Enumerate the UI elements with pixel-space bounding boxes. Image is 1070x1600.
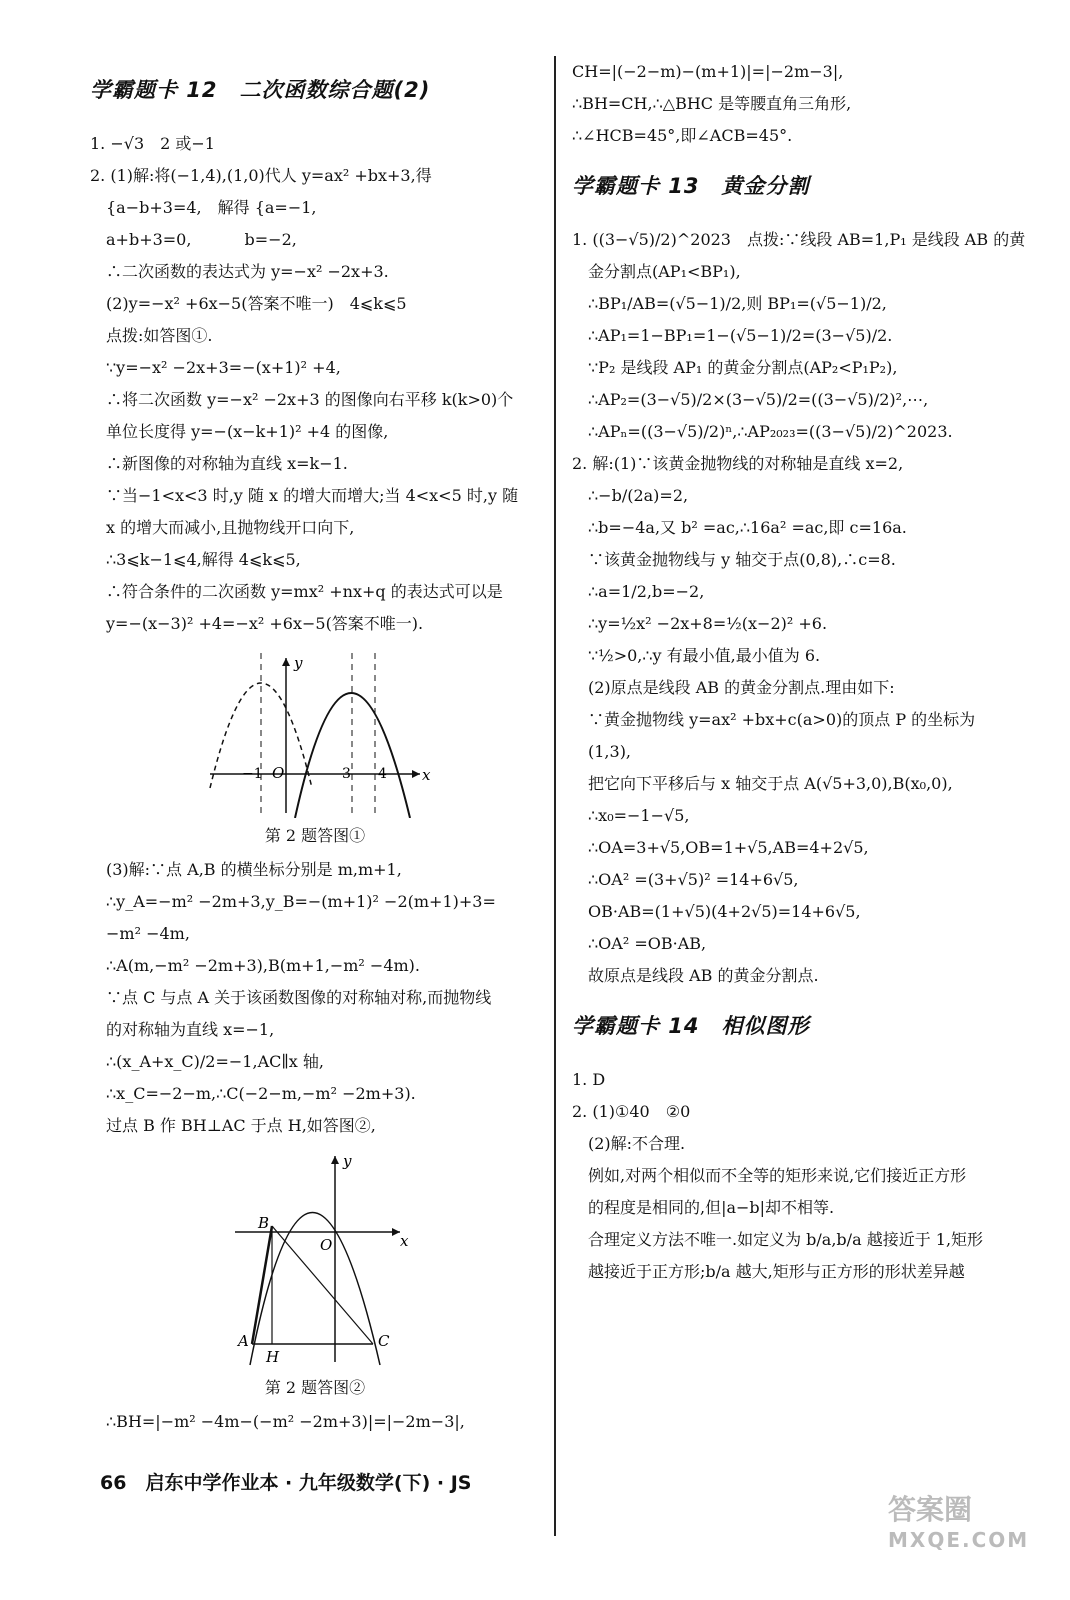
text-line: ∴APₙ=((3−√5)/2)ⁿ,∴AP₂₀₂₃=((3−√5)/2)^2023. xyxy=(588,422,953,441)
text-line: ∴符合条件的二次函数 y=mx² +nx+q 的表达式可以是 xyxy=(106,582,503,601)
right-column xyxy=(572,56,1026,1288)
text-line: 单位长度得 y=−(x−k+1)² +4 的图像, xyxy=(106,422,389,441)
text-line: −m² −4m, xyxy=(106,924,190,943)
text-line: 2. (1)解:将(−1,4),(1,0)代人 y=ax² +bx+3,得 xyxy=(90,166,432,185)
y-arrow xyxy=(282,658,290,666)
figure-2 xyxy=(90,1150,540,1402)
origin-label: O xyxy=(320,1236,333,1254)
x-arrow xyxy=(392,1228,400,1236)
text-line: 例如,对两个相似而不全等的矩形来说,它们接近正方形 xyxy=(588,1166,967,1185)
x-arrow xyxy=(412,770,420,778)
text-line: OB·AB=(1+√5)(4+2√5)=14+6√5, xyxy=(588,902,861,921)
text-line: ∴OA² =OB·AB, xyxy=(588,934,707,953)
point-b-label: B xyxy=(258,1214,270,1232)
text-line: ∴y=½x² −2x+8=½(x−2)² +6. xyxy=(588,614,828,633)
text-line: ∴−b/(2a)=2, xyxy=(588,486,689,505)
text-line: ∴OA=3+√5,OB=1+√5,AB=4+2√5, xyxy=(588,838,869,857)
tick-label: −1 xyxy=(242,766,263,782)
text-line: ∴BP₁/AB=(√5−1)/2,则 BP₁=(√5−1)/2, xyxy=(588,294,887,313)
tick-label: 3 xyxy=(342,766,351,782)
text-line: y=−(x−3)² +4=−x² +6x−5(答案不唯一). xyxy=(106,614,424,633)
section-title-13: 学霸题卡 13 黄金分割 xyxy=(572,174,810,198)
y-arrow xyxy=(331,1156,339,1164)
right-lines-0 xyxy=(572,56,1012,152)
parabola-graph-1 xyxy=(90,648,530,818)
text-line: 合理定义方法不唯一.如定义为 b/a,b/a 越接近于 1,矩形 xyxy=(588,1230,984,1249)
text-line: (3)解:∵点 A,B 的横坐标分别是 m,m+1, xyxy=(106,860,402,879)
text-line: ∵点 C 与点 A 关于该函数图像的对称轴对称,而抛物线 xyxy=(106,988,492,1007)
text-line: 过点 B 作 BH⊥AC 于点 H,如答图②, xyxy=(106,1116,376,1135)
text-line: 越接近于正方形;b/a 越大,矩形与正方形的形状差异越 xyxy=(588,1262,965,1281)
x-label: x xyxy=(422,766,431,784)
left-lines xyxy=(90,128,540,640)
text-line: ∴新图像的对称轴为直线 x=k−1. xyxy=(106,454,348,473)
text-line: ∴二次函数的表达式为 y=−x² −2x+3. xyxy=(106,262,389,281)
right-lines-13 xyxy=(572,224,1026,992)
text-line: ∴3⩽k−1⩽4,解得 4⩽k⩽5, xyxy=(106,550,301,569)
text-line: ∴(x_A+x_C)/2=−1,AC∥x 轴, xyxy=(106,1052,324,1071)
left-lines-2 xyxy=(90,854,540,1142)
watermark-logo xyxy=(888,1495,1029,1555)
section-title-12: 学霸题卡 12 二次函数综合题(2) xyxy=(90,78,431,102)
text-line: 1. D xyxy=(572,1070,606,1089)
x-label: x xyxy=(400,1232,409,1250)
text-line: (2)y=−x² +6x−5(答案不唯一) 4⩽k⩽5 xyxy=(106,294,407,313)
origin-label: O xyxy=(272,764,285,782)
text-line: 把它向下平移后与 x 轴交于点 A(√5+3,0),B(x₀,0), xyxy=(588,774,953,793)
text-line: ∴BH=|−m² −4m−(−m² −2m+3)|=|−2m−3|, xyxy=(106,1412,465,1431)
text-line: ∴∠HCB=45°,即∠ACB=45°. xyxy=(572,126,793,145)
text-line: (2)原点是线段 AB 的黄金分割点.理由如下: xyxy=(588,678,895,697)
triangle-graph-2 xyxy=(90,1150,530,1370)
text-line: CH=|(−2−m)−(m+1)|=|−2m−3|, xyxy=(572,62,844,81)
text-line: ∴AP₁=1−BP₁=1−(√5−1)/2=(3−√5)/2. xyxy=(588,326,893,345)
text-line: 的对称轴为直线 x=−1, xyxy=(106,1020,275,1039)
text-line: ∵½>0,∴y 有最小值,最小值为 6. xyxy=(588,646,821,665)
text-line: ∴OA² =(3+√5)² =14+6√5, xyxy=(588,870,799,889)
text-line: {a−b+3=4, 解得 {a=−1, xyxy=(106,198,317,217)
y-label: y xyxy=(294,654,303,672)
point-h-label: H xyxy=(266,1348,280,1366)
watermark-sub: MXQE.COM xyxy=(888,1528,1030,1552)
text-line: ∵当−1<x<3 时,y 随 x 的增大而增大;当 4<x<5 时,y 随 xyxy=(106,486,519,505)
text-line: 故原点是线段 AB 的黄金分割点. xyxy=(588,966,819,985)
text-line: 1. ((3−√5)/2)^2023 点拨:∵线段 AB=1,P₁ 是线段 AB 的黄 xyxy=(572,230,1026,249)
text-line: ∴AP₂=(3−√5)/2×(3−√5)/2=((3−√5)/2)²,⋯, xyxy=(588,390,929,409)
text-line: (2)解:不合理. xyxy=(588,1134,686,1153)
text-line: x 的增大而减小,且抛物线开口向下, xyxy=(106,518,355,537)
text-line: ∵黄金抛物线 y=ax² +bx+c(a>0)的顶点 P 的坐标为 xyxy=(588,710,976,729)
text-line: 的程度是相同的,但|a−b|却不相等. xyxy=(588,1198,835,1217)
y-label: y xyxy=(343,1152,352,1170)
text-line: ∵y=−x² −2x+3=−(x+1)² +4, xyxy=(106,358,341,377)
text-line: 2. 解:(1)∵该黄金抛物线的对称轴是直线 x=2, xyxy=(572,454,904,473)
text-line: ∴A(m,−m² −2m+3),B(m+1,−m² −4m). xyxy=(106,956,420,975)
text-line: 点拨:如答图①. xyxy=(106,326,213,345)
text-line: 2. (1)①40 ②0 xyxy=(572,1102,691,1121)
text-line: ∵P₂ 是线段 AP₁ 的黄金分割点(AP₂<P₁P₂), xyxy=(588,358,898,377)
text-line: 1. −√3 2 或−1 xyxy=(90,134,215,153)
point-c-label: C xyxy=(378,1332,390,1350)
text-line: ∴x₀=−1−√5, xyxy=(588,806,690,825)
text-line: ∴y_A=−m² −2m+3,y_B=−(m+1)² −2(m+1)+3= xyxy=(106,892,496,911)
section-title-14: 学霸题卡 14 相似图形 xyxy=(572,1014,810,1038)
tick-label: 4 xyxy=(378,766,387,782)
text-line: ∴b=−4a,又 b² =ac,∴16a² =ac,即 c=16a. xyxy=(588,518,907,537)
text-line: (1,3), xyxy=(588,742,632,761)
text-line: ∴x_C=−2−m,∴C(−2−m,−m² −2m+3). xyxy=(106,1084,416,1103)
text-line: 金分割点(AP₁<BP₁), xyxy=(588,262,741,281)
page-footer: 66 启东中学作业本 · 九年级数学(下) · JS xyxy=(100,1472,472,1494)
left-column xyxy=(90,56,540,1438)
point-a-label: A xyxy=(238,1332,249,1350)
watermark-main: 答案圈 xyxy=(888,1493,973,1526)
text-line: ∴a=1/2,b=−2, xyxy=(588,582,705,601)
text-line: ∴BH=CH,∴△BHC 是等腰直角三角形, xyxy=(572,94,852,113)
figure-2-caption: 第 2 题答图② xyxy=(264,1378,366,1397)
text-line: a+b+3=0, b=−2, xyxy=(106,230,297,249)
column-divider xyxy=(554,56,556,1536)
text-line: ∵该黄金抛物线与 y 轴交于点(0,8),∴c=8. xyxy=(588,550,896,569)
text-line: ∴将二次函数 y=−x² −2x+3 的图像向右平移 k(k>0)个 xyxy=(106,390,514,409)
right-lines-14 xyxy=(572,1064,1012,1288)
figure-1 xyxy=(90,648,540,850)
figure-1-caption: 第 2 题答图① xyxy=(264,826,366,845)
